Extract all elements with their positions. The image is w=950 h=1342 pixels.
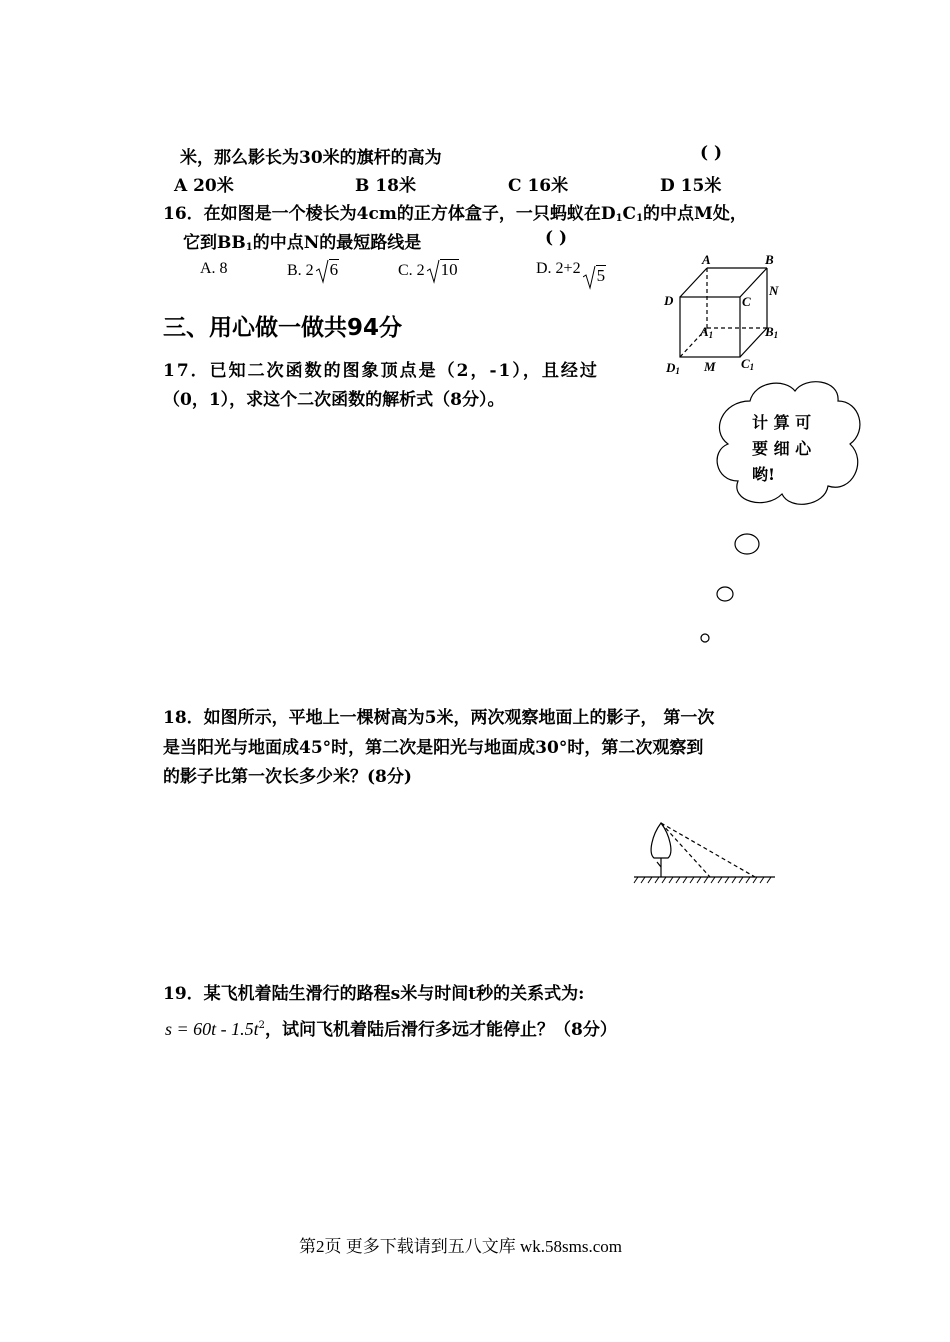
q16-line1: 16．在如图是一个棱长为4cm的正方体盒子，一只蚂蚁在$D_1C_1$的中点M处， — [163, 204, 747, 224]
cube-label-c1: C1 — [741, 356, 755, 372]
q16-option-b: B. 2 6 — [287, 260, 339, 280]
q19-line2: $s = 60t - 1.5t^2$，试问飞机着陆后滑行多远才能停止？（8分） — [165, 1019, 617, 1040]
cube-front-face — [680, 297, 740, 357]
cube-label-m: M — [704, 359, 716, 374]
cube-label-d1: D1 — [666, 360, 680, 376]
q19-formula: s = 60t - 1.5t — [165, 1019, 259, 1039]
q17-line2: （0，1），求这个二次函数的解析式（8分）。 — [163, 390, 505, 410]
q15-option-b: B 18米 — [355, 176, 416, 196]
q16-option-a: A. 8 — [200, 260, 228, 277]
q15-line: 米，那么影长为30米的旗杆的高为 — [180, 148, 442, 168]
cube-label-b: B — [765, 252, 774, 267]
sqrt-symbol: 10 — [427, 260, 459, 280]
cloud-text-line1: 计 算 可 — [752, 413, 812, 432]
tree-icon — [651, 823, 671, 858]
cube-figure — [660, 250, 790, 376]
q17-line1: 17．已知二次函数的图象顶点是（2，-1），且经过 — [163, 361, 599, 381]
q15-option-a: A 20米 — [174, 176, 234, 196]
cube-label-a1: A1 — [700, 324, 714, 340]
cube-label-c: C — [742, 294, 751, 309]
page-footer: 第2页 更多下载请到五八文库 wk.58sms.com — [299, 1237, 622, 1256]
tree-shadow-figure — [630, 815, 780, 887]
cloud-text-line3: 哟! — [752, 465, 776, 484]
cube-label-n: N — [769, 283, 779, 298]
thought-bubble-large — [735, 534, 759, 554]
section3-title: 三、用心做一做共94分 — [163, 315, 403, 341]
thought-bubble-tiny — [699, 632, 711, 644]
q16-option-d: D. 2+2 5 — [536, 260, 606, 286]
q16-answer-blank: ( ) — [545, 228, 568, 248]
q18-line2: 是当阳光与地面成45°时，第二次是阳光与地面成30°时，第二次观察到 — [163, 738, 704, 758]
sqrt-symbol: 5 — [583, 266, 607, 286]
q15-answer-blank: ( ) — [700, 143, 723, 163]
cloud-text-line2: 要 细 心 — [752, 439, 812, 458]
q19-line1: 19．某飞机着陆生滑行的路程s米与时间t秒的关系式为: — [163, 984, 585, 1004]
cube-label-b1: B1 — [765, 324, 779, 340]
q18-line1: 18．如图所示，平地上一棵树高为5米，两次观察地面上的影子， 第一次 — [163, 708, 715, 728]
cube-label-d: D — [664, 293, 674, 308]
q16-option-c: C. 2 10 — [398, 260, 459, 280]
q18-line3: 的影子比第一次长多少米？(8分) — [163, 767, 412, 787]
q16-line2: 它到$BB_1$的中点N的最短路线是 — [183, 233, 422, 253]
sqrt-symbol: 6 — [316, 260, 340, 280]
q15-option-c: C 16米 — [508, 176, 569, 196]
q15-option-d: D 15米 — [660, 176, 722, 196]
thought-bubble-medium — [717, 587, 733, 601]
cube-label-a: A — [702, 252, 711, 267]
